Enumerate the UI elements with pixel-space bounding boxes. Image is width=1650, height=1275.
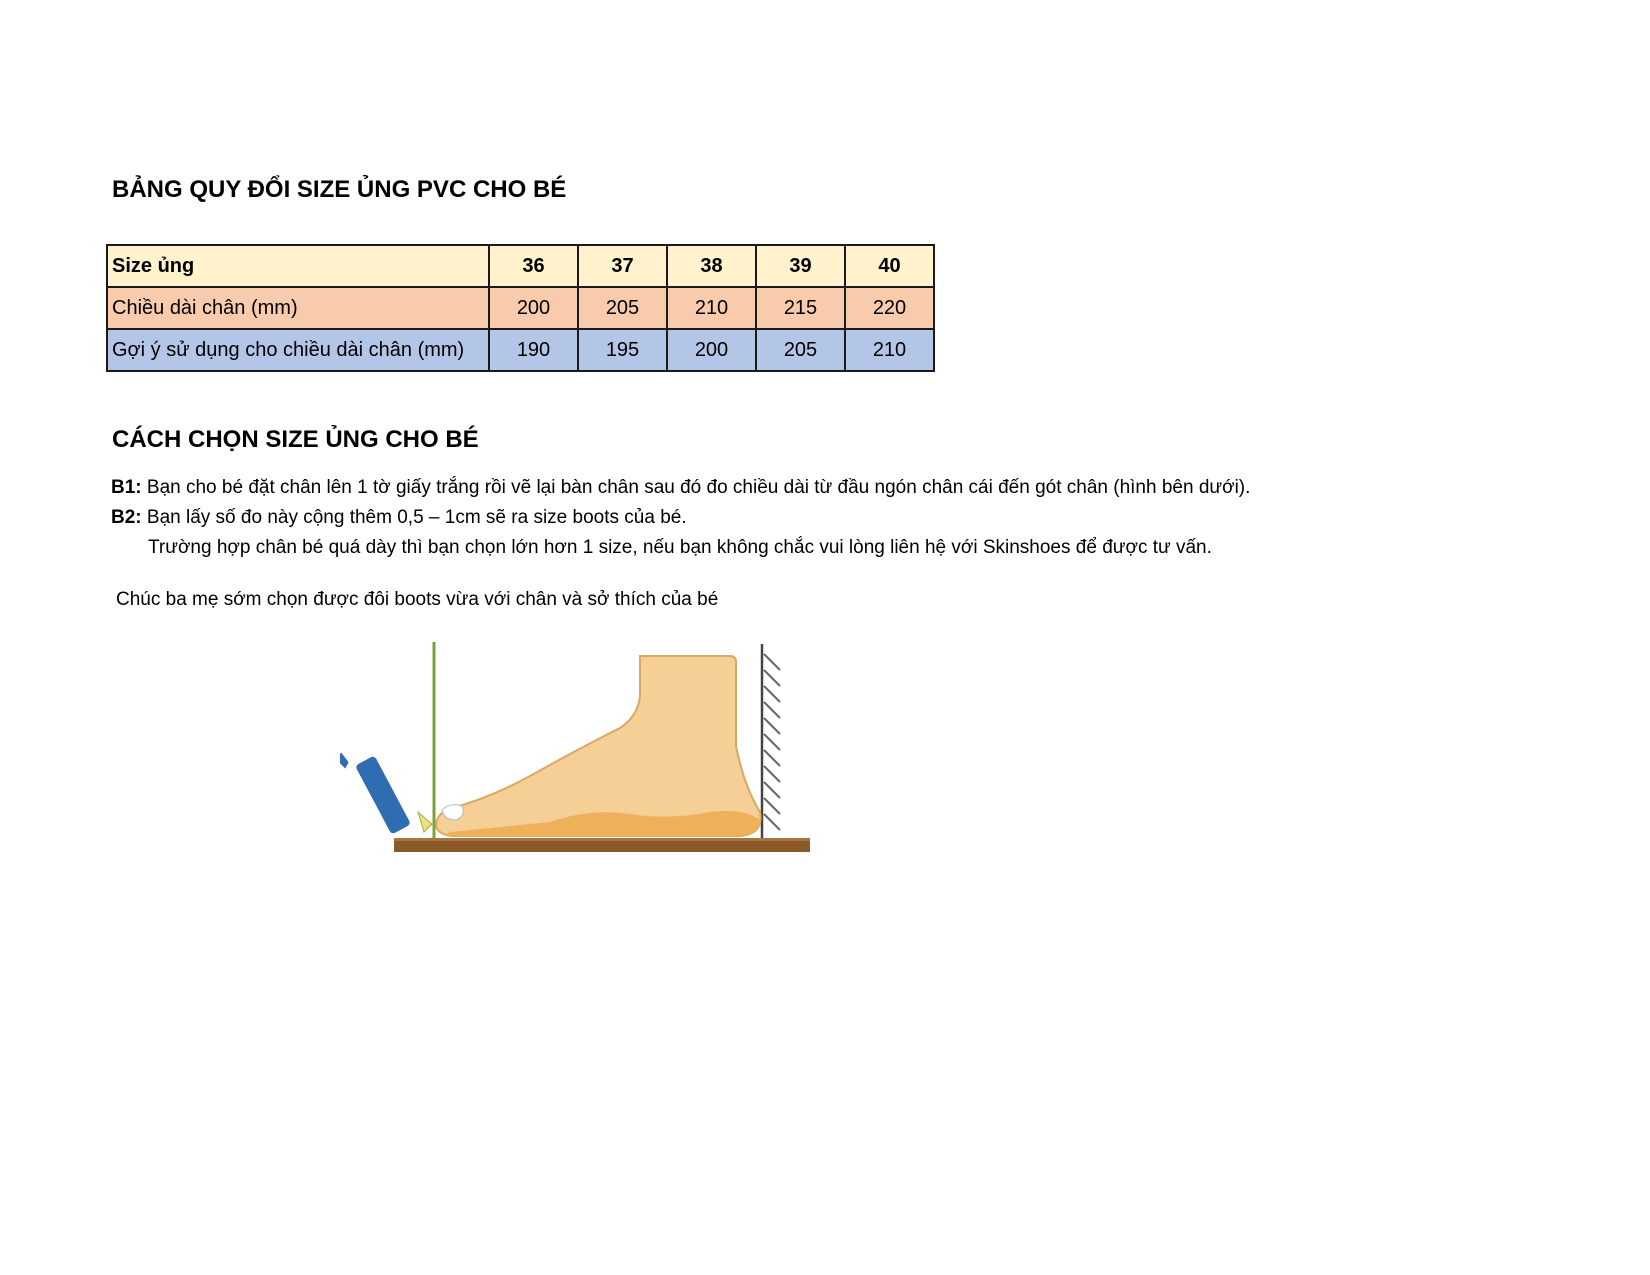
wall-icon bbox=[762, 644, 780, 838]
table-cell: 200 bbox=[489, 287, 578, 329]
table-cell: 210 bbox=[667, 287, 756, 329]
table-cell: 210 bbox=[845, 329, 934, 371]
foot-icon bbox=[436, 656, 761, 836]
table-cell: 190 bbox=[489, 329, 578, 371]
page-title: BẢNG QUY ĐỔI SIZE ỦNG PVC CHO BÉ bbox=[112, 176, 567, 203]
step-1 bbox=[111, 477, 1250, 499]
step-1-text: Bạn cho bé đặt chân lên 1 tờ giấy trắng rồi vẽ lại bàn chân sau đó đo chiều dài từ đầu ngón chân cái đến gót chân (hình bên dưới). bbox=[141, 477, 1251, 498]
size-conversion-table bbox=[106, 244, 935, 372]
closing-text: Chúc ba mẹ sớm chọn được đôi boots vừa với chân và sở thích của bé bbox=[116, 589, 719, 610]
table-cell: 195 bbox=[578, 329, 667, 371]
step-2-note: Trường hợp chân bé quá dày thì bạn chọn lớn hơn 1 size, nếu bạn không chắc vui lòng liên hệ với Skinshoes để được tư vấn. bbox=[148, 537, 1212, 558]
table-cell: 39 bbox=[756, 245, 845, 287]
step-2-label: B2: bbox=[111, 507, 142, 528]
table-cell: 220 bbox=[845, 287, 934, 329]
table-row-size bbox=[107, 245, 934, 287]
table-row-foot-length bbox=[107, 287, 934, 329]
row-label: Chiều dài chân (mm) bbox=[107, 287, 489, 329]
table-cell: 37 bbox=[578, 245, 667, 287]
row-label: Gợi ý sử dụng cho chiều dài chân (mm) bbox=[107, 329, 489, 371]
pen-icon bbox=[340, 752, 432, 835]
table-row-suggested bbox=[107, 329, 934, 371]
step-2 bbox=[111, 507, 687, 529]
table-cell: 40 bbox=[845, 245, 934, 287]
table-cell: 205 bbox=[578, 287, 667, 329]
row-label: Size ủng bbox=[107, 245, 489, 287]
table-cell: 38 bbox=[667, 245, 756, 287]
step-2-text: Bạn lấy số đo này cộng thêm 0,5 – 1cm sẽ ra size boots của bé. bbox=[141, 507, 687, 528]
guide-title: CÁCH CHỌN SIZE ỦNG CHO BÉ bbox=[112, 426, 479, 453]
floor bbox=[394, 838, 810, 852]
foot-measurement-illustration bbox=[340, 636, 820, 860]
table-cell: 215 bbox=[756, 287, 845, 329]
table-cell: 200 bbox=[667, 329, 756, 371]
table-cell: 36 bbox=[489, 245, 578, 287]
step-1-label: B1: bbox=[111, 477, 142, 498]
table-cell: 205 bbox=[756, 329, 845, 371]
